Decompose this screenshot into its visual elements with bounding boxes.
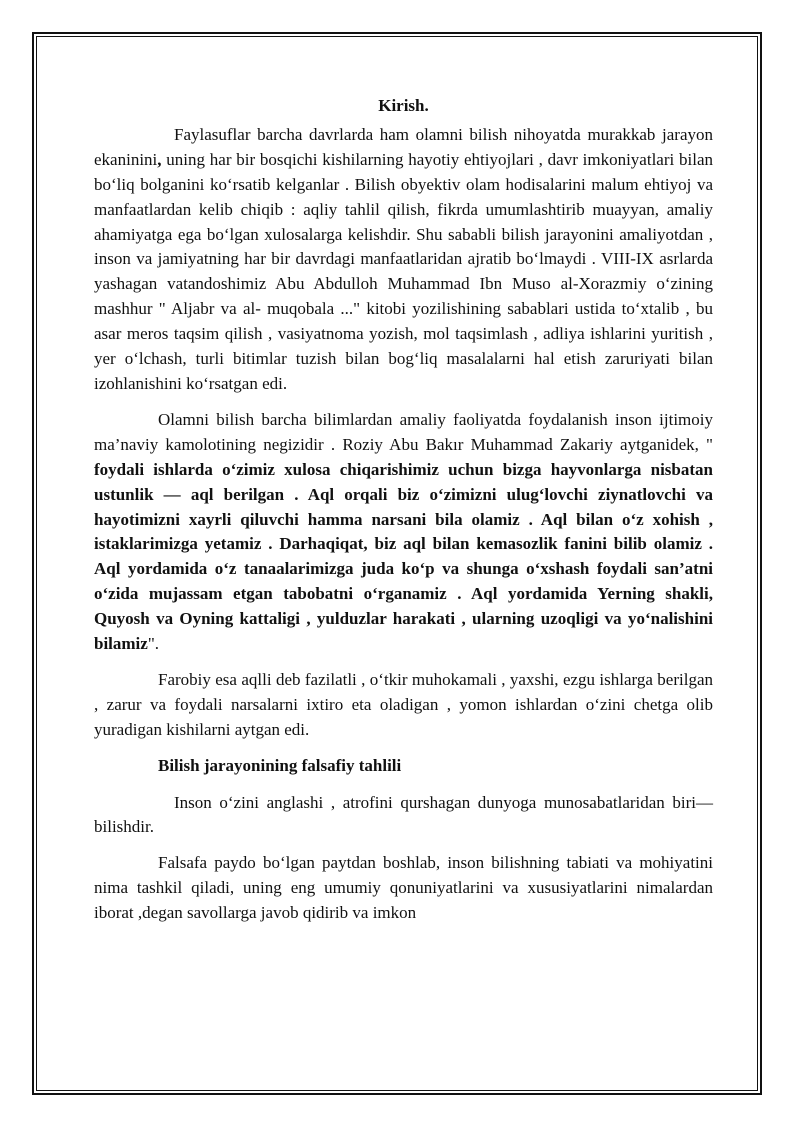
page-title: Kirish. [378,96,429,115]
document-body [94,86,713,937]
paragraph-quote-end: ". [147,634,160,654]
paragraph-intro-text-c: uning har bir bosqichi kishilarning hayotiy ehtiyojlari , davr imkoniyatlari bilan bo‘liq bolganini ko‘rsatib kelganlar . Bilish obyektiv olam hodisalarini malum ehtiyoj va manfaatlardan kelib chiqib : aqliy tahlil qilish, fikrda umumlashtirib muayyan, amaliy ahamiyatga ega bo‘lgan xulosalarga kelishdir. Shu sababli bilish jarayonini amaliyotdan , inson va jamiyatning har bir davrdagi manfaatlaridan ajratib bo‘lmaydi . VIII-IX asrlarda yashagan vatandoshimiz Abu Abdulloh Muhammad Ibn Muso al-Xorazmiy o‘zining mashhur " Aljabr va al- muqobala ..." kitobi yozilishining sabablari ustida to‘xtalib , bu asar meros taqsim qilish , vasiyatnoma yozish, mol taqsimlash , adliya ishlarini yuritish , yer o‘lchash, turli bitimlar tuzish bilan bog‘liq masalalarni hal etish zaruriyati bilan izohlanishini ko‘rsatgan edi. [94,149,713,393]
paragraph-farobiy: Farobiy esa aqlli deb fazilatli , o‘tkir muhokamali , yaxshi, ezgu ishlarga berilgan , zarur va foydali narsalarni ixtiro eta oladigan , yomon ishlardan o‘zini chetga olib yuradigan kishilarni aytgan edi. [94,669,713,739]
paragraph-inson: Inson o‘zini anglashi , atrofini qurshagan dunyoga munosabatlaridan biri—bilishdir. [94,792,713,837]
paragraph-quote-bold: foydali ishlarda o‘zimiz xulosa chiqarishimiz uchun bizga hayvonlarga nisbatan ustunlik — aql berilgan . Aql orqali biz o‘zimizni ulug‘lovchi ziynatlovchi va hayotimizni xayrli qiluvchi hamma narsani bila olamiz . Aql bilan o‘z xohish , istaklarimizga yetamiz . Darhaqiqat, biz aql bilan kemasozlik fanini bilib olamiz . Aql yordamida o‘z tanaalarimizga juda ko‘p va shunga o‘xshash foydali san’atni o‘zida mujassam etgan tabobatni o‘rganamiz . Aql yordamida Yerning shakli, Quyosh va Oyning kattaligi , yulduzlar harakati , ularning uzoqligi va yo‘nalishini bilamiz [94,459,713,654]
paragraph-quote [94,408,713,657]
section-heading: Bilish jarayonining falsafiy tahlili [158,755,402,775]
paragraph-quote-lead: Olamni bilish barcha bilimlardan amaliy faoliyatda foydalanish inson ijtimoiy ma’naviy kamolotining negizidir . Roziy Abu Bakır Muhammad Zakariy aytganidek, " [94,409,713,454]
paragraph-intro-bold-comma: , [157,149,162,169]
paragraph-falsafa: Falsafa paydo bo‘lgan paytdan boshlab, inson bilishning tabiati va mohiyatini nima tashkil qiladi, uning eng umumiy qonuniyatlarini va xususiyatlarini nimalardan iborat ,degan savollarga javob qidirib va imkon [94,853,713,923]
paragraph-intro-text-a: Faylasuflar barcha davrlarda ham olamni bilish nihoyatda murakkab jarayon ekaninini [94,124,713,169]
paragraph-intro [94,123,713,397]
